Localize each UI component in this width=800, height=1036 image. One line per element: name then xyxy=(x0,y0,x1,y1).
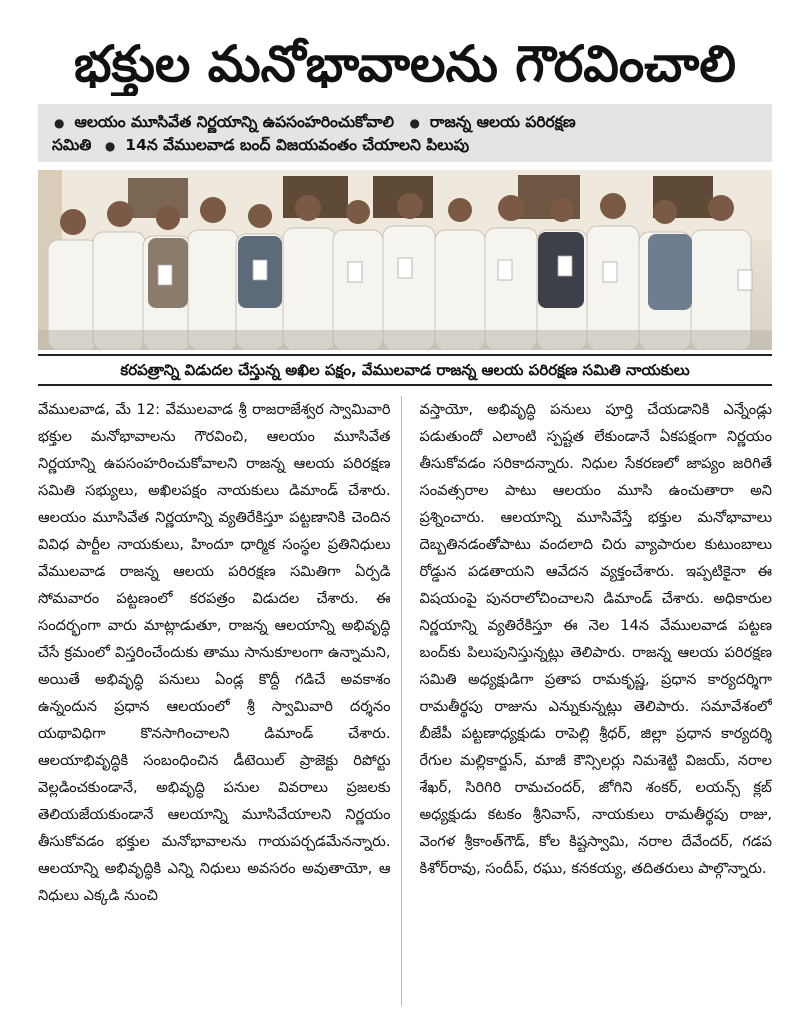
article-text-col1: వేములవాడ, మే 12: వేములవాడ శ్రీ రాజరాజేశ్వర స్వామివారి భక్తుల మనోభావాలను గౌరవించి, ఆలయం మూసివేత నిర్ణయాన్ని ఉపసంహరించుకోవాలని రాజన్న ఆలయ పరిరక్షణ సమితి సభ్యులు, అఖిలపక్షం నాయకులు డిమాండ్ చేశారు. ఆలయం మూసివేత నిర్ణయాన్ని వ్యతిరేకిస్తూ పట్టణానికి చెందిన వివిధ పార్టీల నాయకులు, హిందూ ధార్మిక సంస్థల ప్రతినిధులు వేములవాడ రాజన్న ఆలయ పరిరక్షణ సమితిగా ఏర్పడి సోమవారం పట్టణంలో కరపత్రం విడుదల చేశారు. ఈ సందర్భంగా వారు మాట్లాడుతూ, రాజన్న ఆలయాన్ని అభివృద్ధి చేసే క్రమంలో విస్తరించేందుకు తాము సానుకూలంగా ఉన్నామని, అయితే అభివృద్ధి పనులు ఏండ్ల కొద్దీ గడిచే అవకాశం ఉన్నందున ప్రధాన ఆలయంలో శ్రీ స్వామివారి దర్శనం యథావిధిగా కొనసాగించాలని డిమాండ్ చేశారు. ఆలయాభివృద్ధికి సంబంధించిన డీటెయిల్ ప్రాజెక్టు రిపోర్టు వెల్లడించకుండానే, అభివృద్ధి పనుల వివరాలు ప్రజలకు తెలియజేయకుండానే ఆలయాన్ని మూసివేయాలని నిర్ణయం తీసుకోవడం భక్తుల మనోభావాలను గాయపర్చడమేనన్నారు. ఆలయాన్ని అభివృద్ధికి ఎన్ని నిధులు అవసరం అవుతాయో, ఆ నిధులు ఎక్కడి నుంచి xyxy=(38,401,391,904)
photo-caption: కరపత్రాన్ని విడుదల చేస్తున్న అఖిల పక్షం, వేములవాడ రాజన్న ఆలయ పరిరక్షణ సమితి నాయకులు xyxy=(38,354,772,386)
deck-item-2: రాజన్న ఆలయ పరిరక్షణ xyxy=(429,113,576,131)
article-column-1 xyxy=(38,396,402,1006)
bullet-icon: ● xyxy=(409,115,420,130)
photo-illustration xyxy=(38,170,772,350)
bullet-icon: ● xyxy=(54,115,65,130)
sub-headline-deck xyxy=(38,104,772,162)
article-body xyxy=(38,396,772,1006)
deck-item-3: 14న వేములవాడ బంద్ విజయవంతం చేయాలని పిలుపు xyxy=(125,136,470,154)
deck-item-1: ఆలయం మూసివేత నిర్ణయాన్ని ఉపసంహరించుకోవాలి xyxy=(74,113,395,131)
deck-line-2 xyxy=(52,133,758,156)
bullet-icon: ● xyxy=(104,138,116,153)
deck-item-2-cont: సమితి xyxy=(52,136,92,154)
deck-line-1 xyxy=(52,110,758,133)
article-text-col2: వస్తాయో, అభివృద్ధి పనులు పూర్తి చేయడానికి ఎన్నేండ్లు పడుతుందో ఎలాంటి స్పష్టత లేకుండానే ఏకపక్షంగా నిర్ణయం తీసుకోవడం సరికాదన్నారు. నిధుల సేకరణలో జాప్యం జరిగితే సంవత్సరాల పాటు ఆలయం మూసి ఉంచుతారా అని ప్రశ్నించారు. ఆలయాన్ని మూసివేస్తే భక్తుల మనోభావాలు దెబ్బతినడంతోపాటు వందలాది చిరు వ్యాపారుల కుటుంబాలు రోడ్డున పడతాయని ఆవేదన వ్యక్తంచేశారు. ఇప్పటికైనా ఈ విషయంపై పునరాలోచించాలని డిమాండ్ చేశారు. అధికారుల నిర్ణయాన్ని వ్యతిరేకిస్తూ ఈ నెల 14న వేములవాడ పట్టణ బంద్‌కు పిలుపునిస్తున్నట్లు తెలిపారు. రాజన్న ఆలయ పరిరక్షణ సమితి అధ్యక్షుడిగా ప్రతాప రామకృష్ణ, ప్రధాన కార్యదర్శిగా రామతీర్థపు రాజును ఎన్నుకున్నట్లు తెలిపారు. సమావేశంలో బీజేపీ పట్టణాధ్యక్షుడు రాపెల్లి శ్రీధర్, జిల్లా ప్రధాన కార్యదర్శి రేగుల మల్లికార్జున్, మాజీ కౌన్సిలర్లు నిమశెట్టి విజయ్, నరాల శేఖర్, సిరిగిరి రామచందర్, జోగిని శంకర్, లయన్స్ క్లబ్ అధ్యక్షుడు కటకం శ్రీనివాస్, నాయకులు రామతీర్థపు రాజు, వెంగళ శ్రీకాంత్‌గౌడ్, కోల కిష్టస్వామి, నరాల దేవేందర్, గడప కిశోర్‌రావు, సందీప్, రఘు, కనకయ్య, తదితరులు పాల్గొన్నారు. xyxy=(419,401,772,877)
article-column-2 xyxy=(420,396,773,1006)
group-photo xyxy=(38,170,772,350)
headline: భక్తుల మనోభావాలను గౌరవించాలి xyxy=(74,35,736,93)
